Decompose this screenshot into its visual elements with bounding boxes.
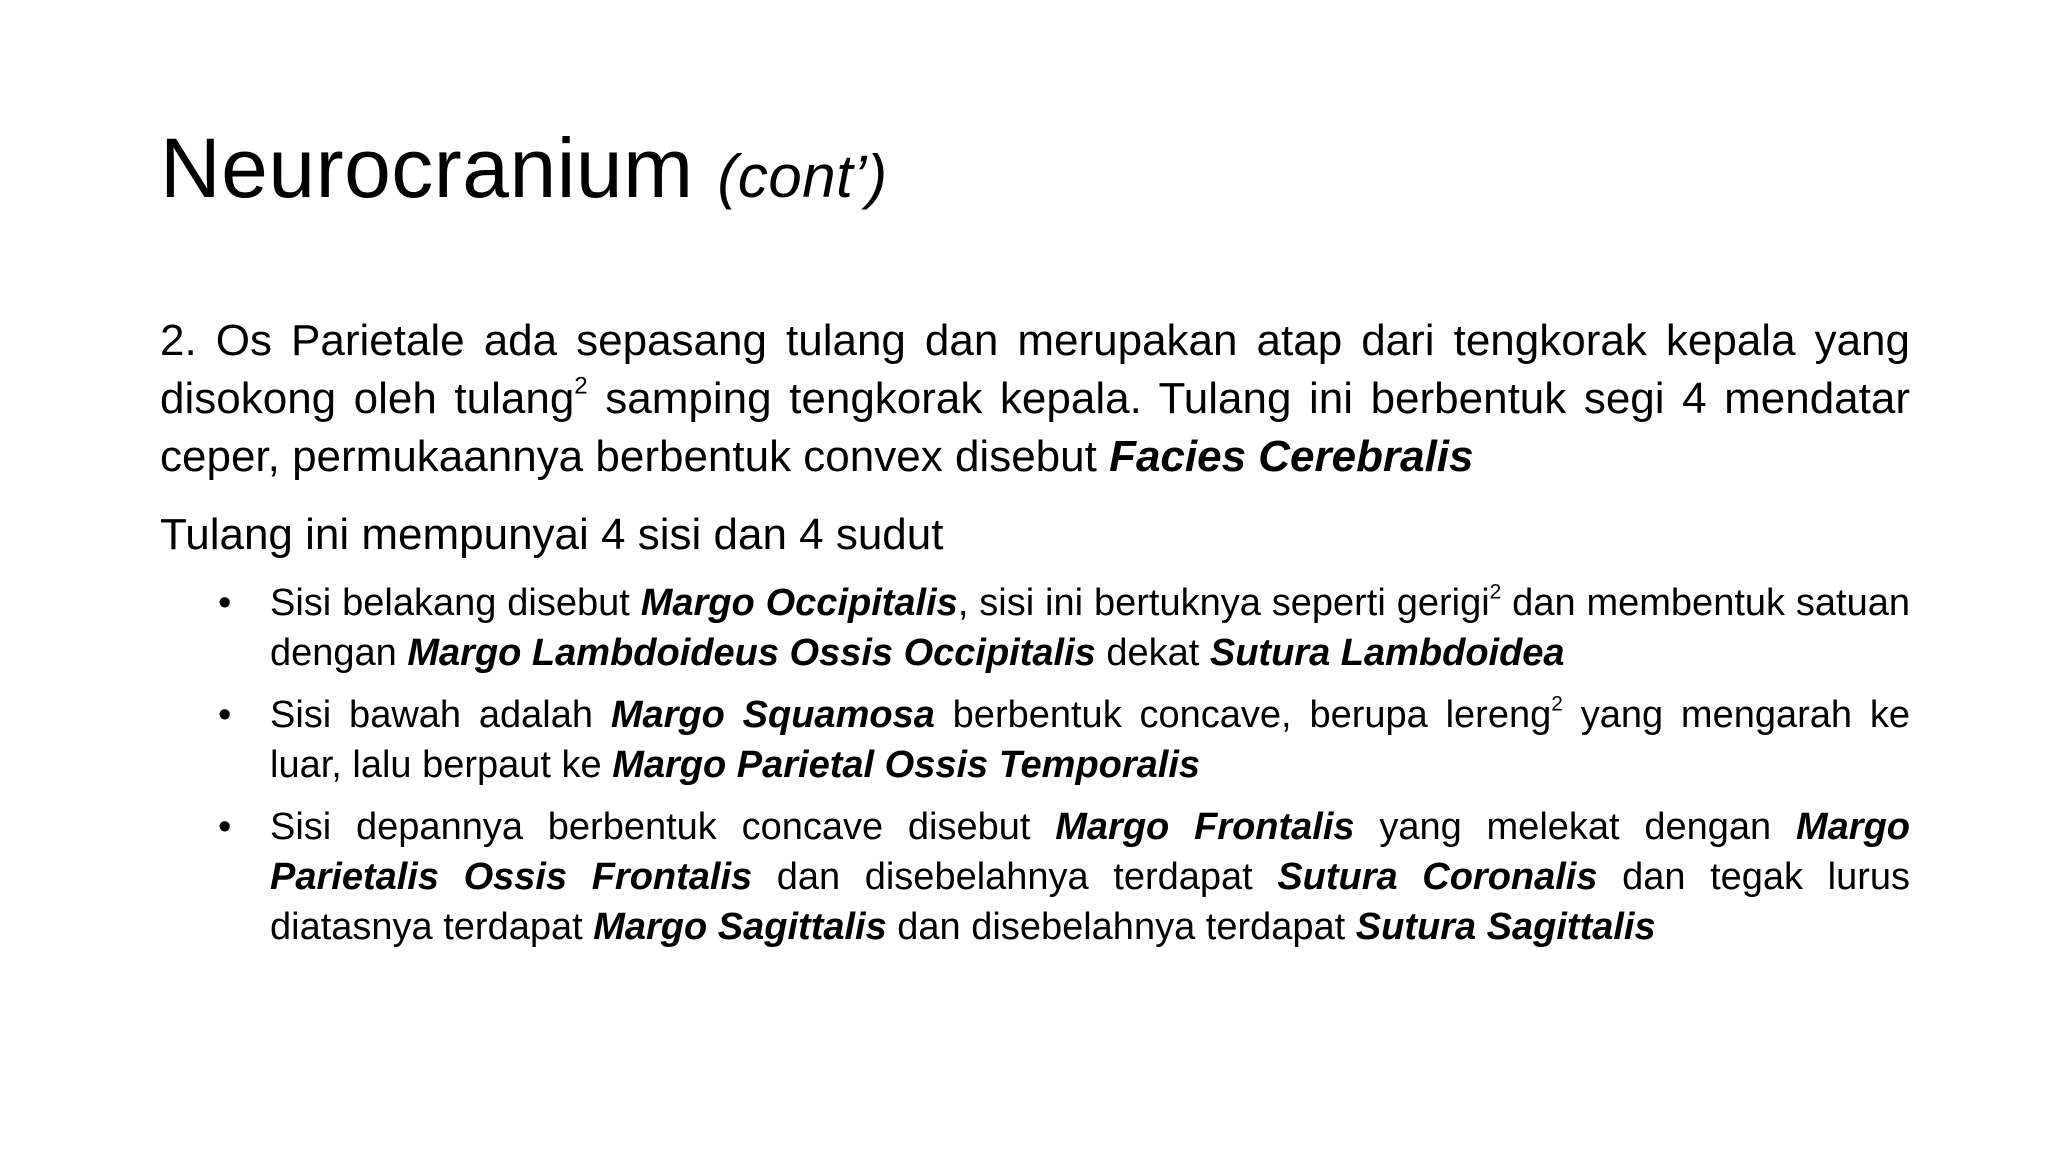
emphasis-term: Margo Squamosa (610, 694, 935, 736)
bullet-text: Sisi belakang disebut (270, 582, 641, 624)
paragraph-os-parietale (160, 312, 1910, 486)
bullet-item (160, 802, 1910, 952)
superscript: 2 (1551, 692, 1563, 716)
superscript: 2 (574, 372, 588, 400)
bullet-text: , sisi ini bertuknya seperti gerigi (957, 582, 1490, 624)
emphasis-term: Facies Cerebralis (1109, 432, 1474, 481)
bullet-text: dekat (1095, 632, 1210, 674)
bullet-text: dan tegak lurus diatasnya terdapat (270, 856, 1910, 948)
bullet-item (160, 690, 1910, 790)
paragraph-text: 2. Os Parietale ada sepasang tulang dan merupakan atap dari tengkorak kepala yang disokong oleh tulang (160, 316, 1910, 423)
emphasis-term: Margo Parietal Ossis Temporalis (612, 744, 1201, 786)
slide-title (160, 118, 888, 219)
bullet-text: yang melekat dengan (1354, 806, 1796, 848)
bullet-marker: • (218, 582, 232, 624)
emphasis-term: Margo Lambdoideus Ossis Occipitalis (407, 632, 1096, 674)
emphasis-term: Margo Parietalis Ossis Frontalis (270, 806, 1910, 898)
bullet-marker: • (218, 694, 232, 736)
bullet-list (160, 578, 1910, 952)
paragraph-sides: Tulang ini mempunyai 4 sisi dan 4 sudut (160, 510, 944, 559)
emphasis-term: Margo Occipitalis (640, 582, 958, 624)
bullet-text: berbentuk concave, berupa lereng (934, 694, 1552, 736)
bullet-text: dan membentuk satuan dengan (270, 582, 1911, 674)
bullet-text: Sisi bawah adalah (270, 694, 611, 736)
emphasis-term: Sutura Sagittalis (1355, 906, 1656, 948)
title-suffix: (cont’) (717, 143, 888, 210)
emphasis-term: Margo Sagittalis (593, 906, 887, 948)
superscript: 2 (1489, 580, 1502, 604)
emphasis-term: Sutura Coronalis (1277, 856, 1598, 898)
bullet-text: Sisi depannya berbentuk concave disebut (270, 806, 1056, 848)
bullet-text: dan disebelahnya terdapat (886, 906, 1356, 948)
bullet-item (160, 578, 1910, 678)
title-main: Neurocranium (160, 121, 694, 215)
bullet-text: dan disebelahnya terdapat (752, 856, 1278, 898)
slide-body (160, 312, 1910, 964)
emphasis-term: Sutura Lambdoidea (1209, 632, 1565, 674)
bullet-text: yang mengarah ke luar, lalu berpaut ke (270, 694, 1911, 786)
paragraph-text: samping tengkorak kepala. Tulang ini berbentuk segi 4 mendatar ceper, permukaannya berbentuk convex disebut (160, 374, 1910, 481)
emphasis-term: Margo Frontalis (1055, 806, 1355, 848)
bullet-marker: • (218, 806, 232, 848)
